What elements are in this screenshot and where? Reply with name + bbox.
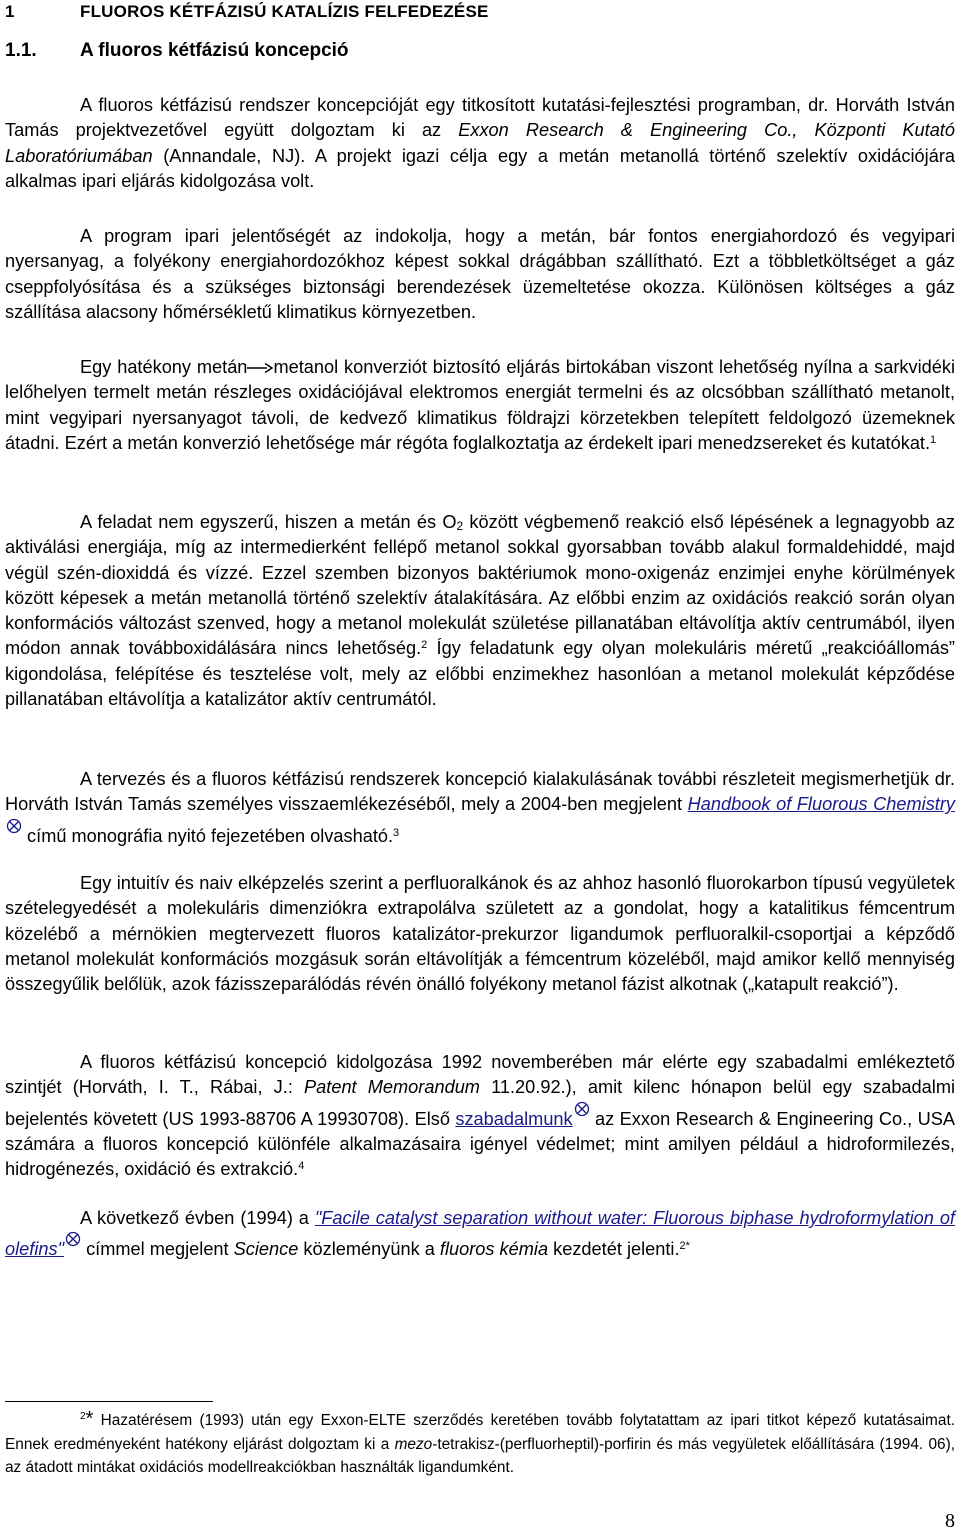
patent-link[interactable]: szabadalmunk (455, 1108, 573, 1129)
p8-text-a: A következő évben (1994) a (80, 1208, 315, 1228)
footnote-ref: 3 (393, 826, 400, 839)
p4-text-b: között végbemenő reakció első lépésének a legnagyobb az aktiválási energiája, míg az intermedierként fellépő metanol sokkal gyorsabban tovább alakul formaldehiddé, majd végül szén-dioxiddá és vízzé. Ezzel szemben bizonyos baktériumok mono-oxigenáz enzimjei enyhe körülmények között képesek a metán metanollá történő szelektív átalakítására. Az előbbi enzim az oxidációs reakció során olyan konformációs változást szenved, hogy a metanol molekulát születése pillanatában eltávolítja aktív centrumából, ilyen módon annak továbboxidálására nincs lehetőség. (5, 512, 955, 659)
chapter-number: 1 (5, 2, 15, 21)
footnote-star: * (85, 1408, 94, 1430)
paragraph-7 (5, 1050, 955, 1182)
p7-italic: Patent Memorandum (304, 1077, 480, 1098)
section-title: A fluoros kétfázisú koncepció (80, 40, 349, 61)
chapter-heading (5, 2, 489, 22)
p7-text-c: az Exxon Research & Engineering Co., USA számára a fluoros koncepció különféle alkalmazásaira igényel védelmet; mint amilyen például a hidroformilezés, hidrogénezés, oxidáció és extrakció. (5, 1108, 955, 1180)
paragraph-3 (5, 355, 955, 456)
paragraph-2: A program ipari jelentőségét az indokolja, hogy a metán, bár fontos energiahordozó és vegyipari nyersanyag, a folyékony energiahordozókhoz képest sokkal drágábban szállítható. Ezt a többletköltséget a gáz cseppfolyósítása és a szükséges biztonsági berendezések üzemeltetése okozza. Különösen költséges a gáz szállítása alacsony hőmérsékletű klimatikus környezetben. (5, 226, 955, 322)
p5-text-b: című monográfia nyitó fejezetében olvasható. (22, 825, 394, 846)
p8-text-c: közleményünk a (298, 1239, 440, 1260)
paragraph-8 (5, 1206, 955, 1263)
chapter-title: FLUOROS KÉTFÁZISÚ KATALÍZIS FELFEDEZÉSE (80, 2, 489, 21)
p5-text-a: A tervezés és a fluoros kétfázisú rendszerek koncepció kialakulásának további részleteit megismerhetjük dr. Horváth István Tamás személyes visszaemlékezéséből, mely a 2004-ben megjelent (5, 769, 955, 815)
p8-italic-science: Science (233, 1239, 299, 1260)
section-number: 1.1. (5, 40, 37, 61)
paragraph-1 (5, 93, 955, 194)
p1-text-a: A fluoros kétfázisú rendszer koncepcióját egy titkosított kutatási-fejlesztési programban, dr. Horváth István Tamás projektvezetővel együtt dolgoztam ki az (5, 95, 955, 141)
footnote-mark: 2 (80, 1411, 86, 1422)
footnote (5, 1408, 955, 1480)
footnote-ref: 2 (421, 639, 428, 652)
p8-text-b: címmel megjelent (81, 1239, 234, 1260)
p4-text-c: Így feladatunk egy olyan molekuláris méretű „reakcióállomás” kigondolása, felépítése és tesztelése volt, mely az előbbi enzimekhez hasonlóan a metanol molekulát képződése pillanatában eltávolítja a katalizátor aktív centrumától. (5, 638, 955, 710)
p3-text-a: Egy hatékony metán (80, 357, 248, 377)
footnote-italic: mezo (394, 1435, 433, 1453)
external-link-icon[interactable] (574, 1101, 590, 1117)
external-link-icon[interactable] (6, 818, 22, 834)
p4-text-a: A feladat nem egyszerű, hiszen a metán és O (80, 512, 457, 532)
p7-text-b: 11.20.92.), amit kilenc hónapon belül egy szabadalmi bejelentés követett (US 1993-88706 A 19930708). Első (5, 1077, 956, 1129)
p8-italic-fluoros: fluoros kémia (439, 1239, 549, 1260)
right-arrow-icon (247, 362, 273, 374)
paragraph-4 (5, 510, 955, 712)
footnote-text-b: -tetrakisz-(perfluorheptil)-porfirin és más vegyületek előállítására (1994. 06), az átadott mintákat oxidációs modellreakciókban használták ligandumként. (5, 1435, 956, 1476)
p8-text-d: kezdetét jelenti. (548, 1239, 680, 1260)
p3-text-b: metanol konverziót biztosító eljárás birtokában viszont lehetőség nyílna a sarkvidéki lelőhelyen termelt metán részleges oxidációjával elektromos energiát termelni és az olcsóbban szállítható metanolt, mint vegyipari nyersanyagot távoli, de kedvező klimatikus földrajzi körzetekben telepített feldolgozó üzemeknek átadni. Ezért a metán konverzió lehetősége már régóta foglalkoztatja az érdekelt ipari menedzsereket és kutatókat. (5, 357, 956, 453)
subscript: 2 (456, 519, 464, 533)
section-heading (5, 40, 349, 62)
p7-text-a: A fluoros kétfázisú koncepció kidolgozása 1992 novemberében már elérte egy szabadalmi emlékeztető szintjét (Horváth, I. T., Rábai, J.: (5, 1052, 955, 1098)
p1-text-c: (Annandale, NJ). A projekt igazi célja egy a metán metanollá történő szelektív oxidációjára alkalmas ipari eljárás kidolgozása volt. (5, 145, 955, 191)
science-article-link[interactable]: "Facile catalyst separation without water: Fluorous biphase hydroformylation of olefins" (5, 1208, 955, 1260)
footnote-divider (5, 1401, 213, 1402)
paragraph-5 (5, 767, 955, 849)
p1-lab-name: Exxon Research & Engineering Co., Központi Kutató Laboratóriumában (5, 120, 955, 166)
footnote-text-a: Hazatérésem (1993) után egy Exxon-ELTE szerződés keretében tovább folytatattam az ipari titkot képező kutatásaimat. Ennek eredményeként hatékony eljárást dolgoztam ki a (5, 1412, 955, 1453)
footnote-ref: 2* (679, 1240, 690, 1253)
handbook-link[interactable]: Handbook of Fluorous Chemistry (687, 794, 955, 815)
paragraph-6: Egy intuitív és naiv elképzelés szerint a perfluoralkánok és az ahhoz hasonló fluorokarbon típusú vegyületek szételegyedését a molekuláris dimenziókra extrapolálva született az a gondolat, hogy a katalitikus fémcentrum közelébő a mérnökien megtervezett fluoros katalizátor-prekurzor ligandumok perfluoralkil-csoportjai a képződő metanol molekulát konformációs mozgásuk során eltávolítják a fémcentrum közeléből, majd amikor kellő mennyiség összegyűlik belőlük, azok fázisszeparálódás révén önálló folyékony metanol fázist alkotnak („katapult reakció”). (5, 873, 955, 995)
external-link-icon[interactable] (65, 1231, 81, 1247)
footnote-ref: 1 (930, 433, 937, 446)
footnote-ref: 4 (298, 1160, 305, 1173)
page-number: 8 (945, 1510, 955, 1532)
